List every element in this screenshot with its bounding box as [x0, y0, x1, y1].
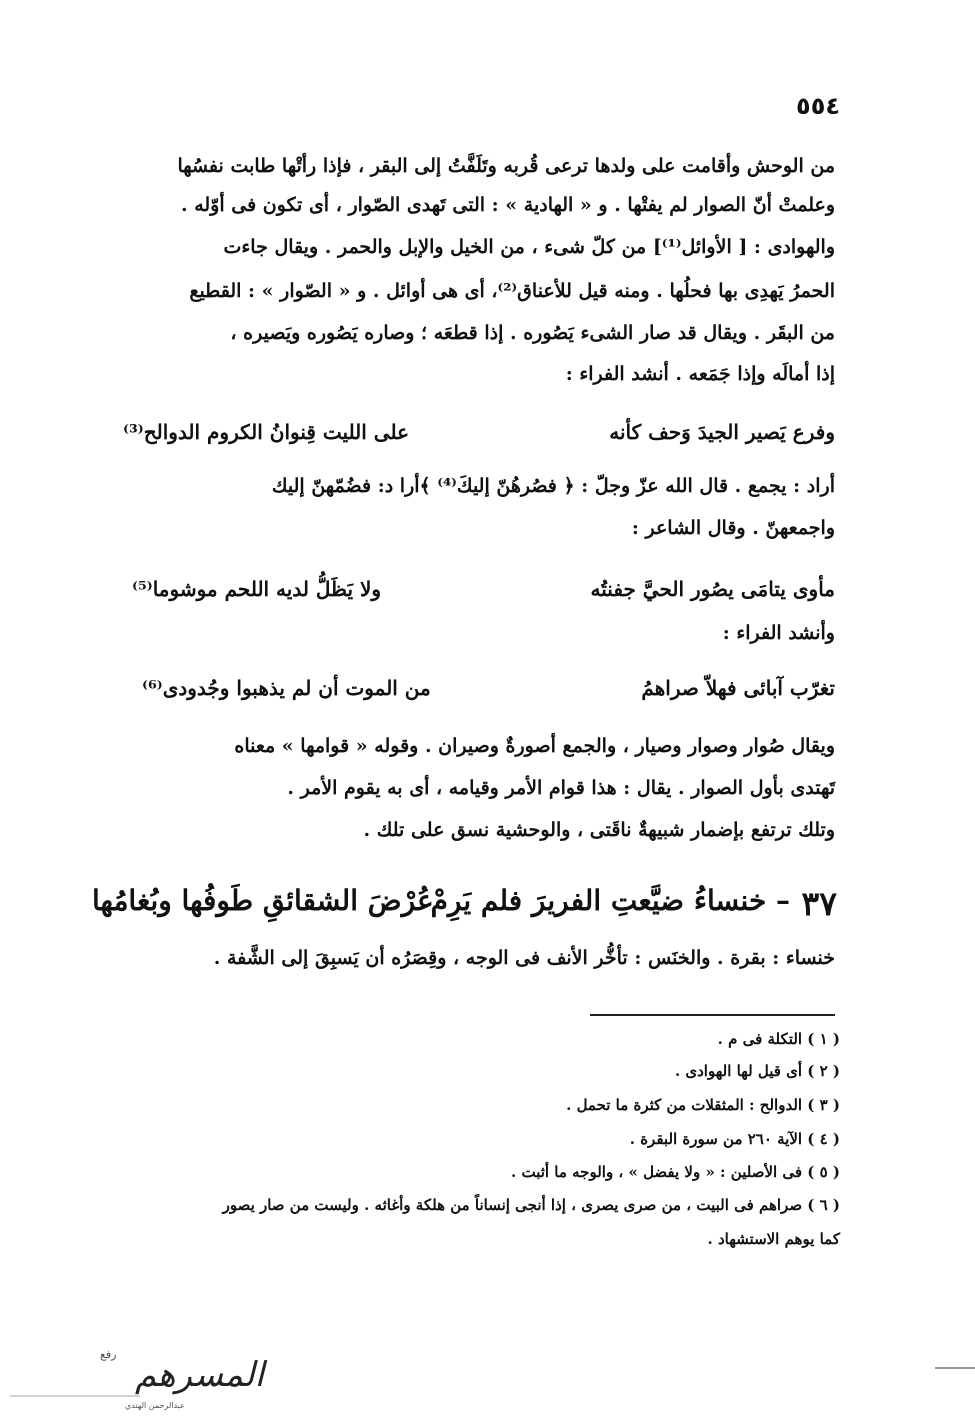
- logo-main-text: المسرهم: [135, 1355, 265, 1395]
- footnote-divider: [590, 1014, 835, 1016]
- prose-line: الحمرُ يَهدِى بها فحلُها . ومنه قيل للأعناق⁽²⁾، أى هى أوائل . و « الصّوار » : القطيع: [189, 280, 835, 302]
- verse-3-second-hemistich: من الموت أن لم يذهبوا وجُدودى⁽⁶⁾: [142, 676, 431, 700]
- prose-line: واجمعهنّ . وقال الشاعر :: [631, 517, 835, 539]
- prose-line: وأنشد الفراء :: [722, 622, 835, 644]
- prose-line: إذا أمالَه وإذا جَمَعه . أنشد الفراء :: [565, 363, 835, 385]
- gloss-line: خنساء : بقرة . والخنَس : تأخُّر الأنف فى الوجه ، وقِصَرُه أن يَسبِقَ إلى الشَّفة .: [213, 947, 835, 969]
- footnote: ( ٣ ) الدوالح : المثقلات من كثرة ما تحمل .: [566, 1096, 840, 1114]
- page-number: ٥٥٤: [796, 92, 840, 120]
- prose-line: من البقَر . ويقال قد صار الشىء يَصُوره . إذا قطعَه ؛ وصاره يَصُوره ويَصيره ،: [230, 322, 835, 344]
- prose-line: وعلمتْ أنّ الصوار لم يفتْها . و « الهادية » : التى تَهدى الصّوار ، أى تكون فى أوّله .: [180, 194, 835, 216]
- prose-line: وتلك ترتفع بإضمار شبيهةٌ ناقَتى ، والوحشية نسق على تلك .: [363, 819, 835, 841]
- prose-line: والهوادى : [ الأوائل⁽¹⁾] من كلّ شىء ، من الخيل والإبل والحمر . ويقال جاءت: [223, 236, 835, 258]
- prose-line: تَهتدى بأول الصوار . يقال : هذا قوام الأمر وقيامه ، أى به يقوم الأمر .: [287, 777, 835, 799]
- prose-line: ويقال صُوار وصوار وصيار ، والجمع أصورةٌ وصيران . وقوله « قوامها » معناه: [234, 735, 835, 757]
- footnote: كما يوهم الاستشهاد .: [707, 1230, 840, 1248]
- footnote: ( ٢ ) أى قيل لها الهوادى .: [674, 1062, 840, 1080]
- logo-small-text: عبدالرحمن الهندي: [125, 1401, 185, 1410]
- prose-line: من الوحش وأقامت على ولدها ترعى قُربه وتَلَفَّتُ إلى البقر ، فإذا رأتْها طابت نفسُها: [177, 155, 835, 177]
- main-verse-first-hemistich: – خنساءُ ضيَّعتِ الفريرَ فلم يَرِمْ: [430, 884, 790, 917]
- verse-2-first-hemistich: مأوى يتامَى يصُور الحيَّ جفنتُه: [590, 577, 835, 601]
- main-verse-number: ٣٧: [801, 884, 837, 923]
- page-edge-mark: [935, 1367, 975, 1369]
- watermark-logo: [5, 1338, 265, 1418]
- main-verse-second-hemistich: عُرْضَ الشقائقِ طَوفُها وبُغامُها: [92, 884, 434, 917]
- verse-1-first-hemistich: وفرع يَصير الجيدَ وَحف كأنه: [609, 420, 835, 444]
- verse-1-second-hemistich: على الليت قِنوانُ الكروم الدوالح⁽³⁾: [123, 420, 410, 444]
- footnote: ( ١ ) التكلة فى م .: [717, 1030, 840, 1048]
- prose-line: أراد : يجمع . قال الله عزّ وجلّ : ﴿ فصُرهُنّ إليكَ⁽⁴⁾ ﴾أرا د: فضُمّهنّ إليك: [271, 475, 835, 497]
- verse-3-first-hemistich: تغرّب آبائى فهلاّ صراهمُ: [641, 676, 835, 700]
- footnote: ( ٥ ) فى الأصلين : « ولا يفضل » ، والوجه ما أثبت .: [511, 1163, 840, 1181]
- verse-2-second-hemistich: ولا يَظَلُّ لديه اللحم موشوما⁽⁵⁾: [132, 577, 382, 601]
- logo-top-text: رفع: [100, 1348, 117, 1361]
- footnote: ( ٦ ) صراهم فى البيت ، من صرى يصرى ، إذا أنجى إنساناً من هلكة وأغاثه . وليست من صار يصور: [222, 1196, 840, 1214]
- footnote: ( ٤ ) الآية ٢٦٠ من سورة البقرة .: [629, 1130, 840, 1148]
